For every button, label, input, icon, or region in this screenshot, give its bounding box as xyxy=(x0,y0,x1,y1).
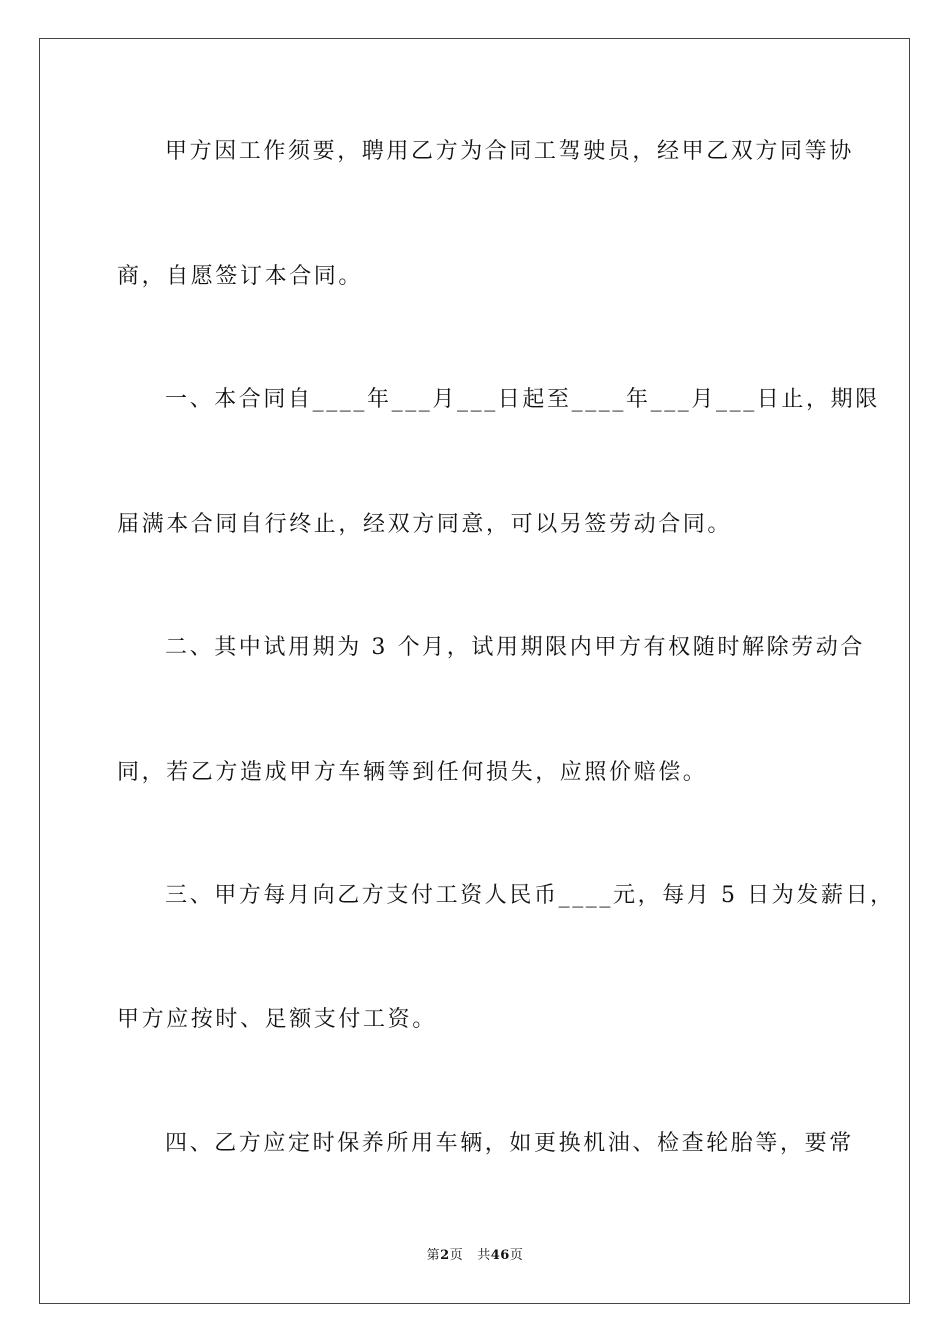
page-footer xyxy=(0,1248,950,1264)
footer-total-pages: 46 xyxy=(490,1248,510,1263)
paragraph-1-line-2: 商，自愿签订本合同。 xyxy=(117,264,364,289)
footer-total-suffix: 页 xyxy=(509,1248,524,1263)
page-border xyxy=(39,38,910,1304)
paragraph-2-line-2: 届满本合同自行终止，经双方同意，可以另签劳动合同。 xyxy=(117,512,733,537)
footer-page-prefix: 第 xyxy=(426,1248,441,1263)
paragraph-2-line-1: 一、本合同自____年___月___日起至____年___月___日止，期限 xyxy=(165,387,880,412)
paragraph-3-line-2: 同，若乙方造成甲方车辆等到任何损失，应照价赔偿。 xyxy=(117,760,708,785)
paragraph-3-line-1: 二、其中试用期为 3 个月，试用期限内甲方有权随时解除劳动合 xyxy=(165,635,865,660)
paragraph-4-line-2: 甲方应按时、足额支付工资。 xyxy=(117,1007,437,1032)
footer-page-number: 2 xyxy=(440,1248,450,1263)
footer-page-suffix: 页 xyxy=(449,1248,464,1263)
paragraph-5-line-1: 四、乙方应定时保养所用车辆，如更换机油、检查轮胎等，要常 xyxy=(165,1131,854,1156)
paragraph-4-line-1: 三、甲方每月向乙方支付工资人民币____元，每月 5 日为发薪日， xyxy=(165,883,895,908)
paragraph-1-line-1: 甲方因工作须要，聘用乙方为合同工驾驶员，经甲乙双方同等协 xyxy=(165,139,854,164)
footer-total-prefix: 共 xyxy=(477,1248,491,1263)
